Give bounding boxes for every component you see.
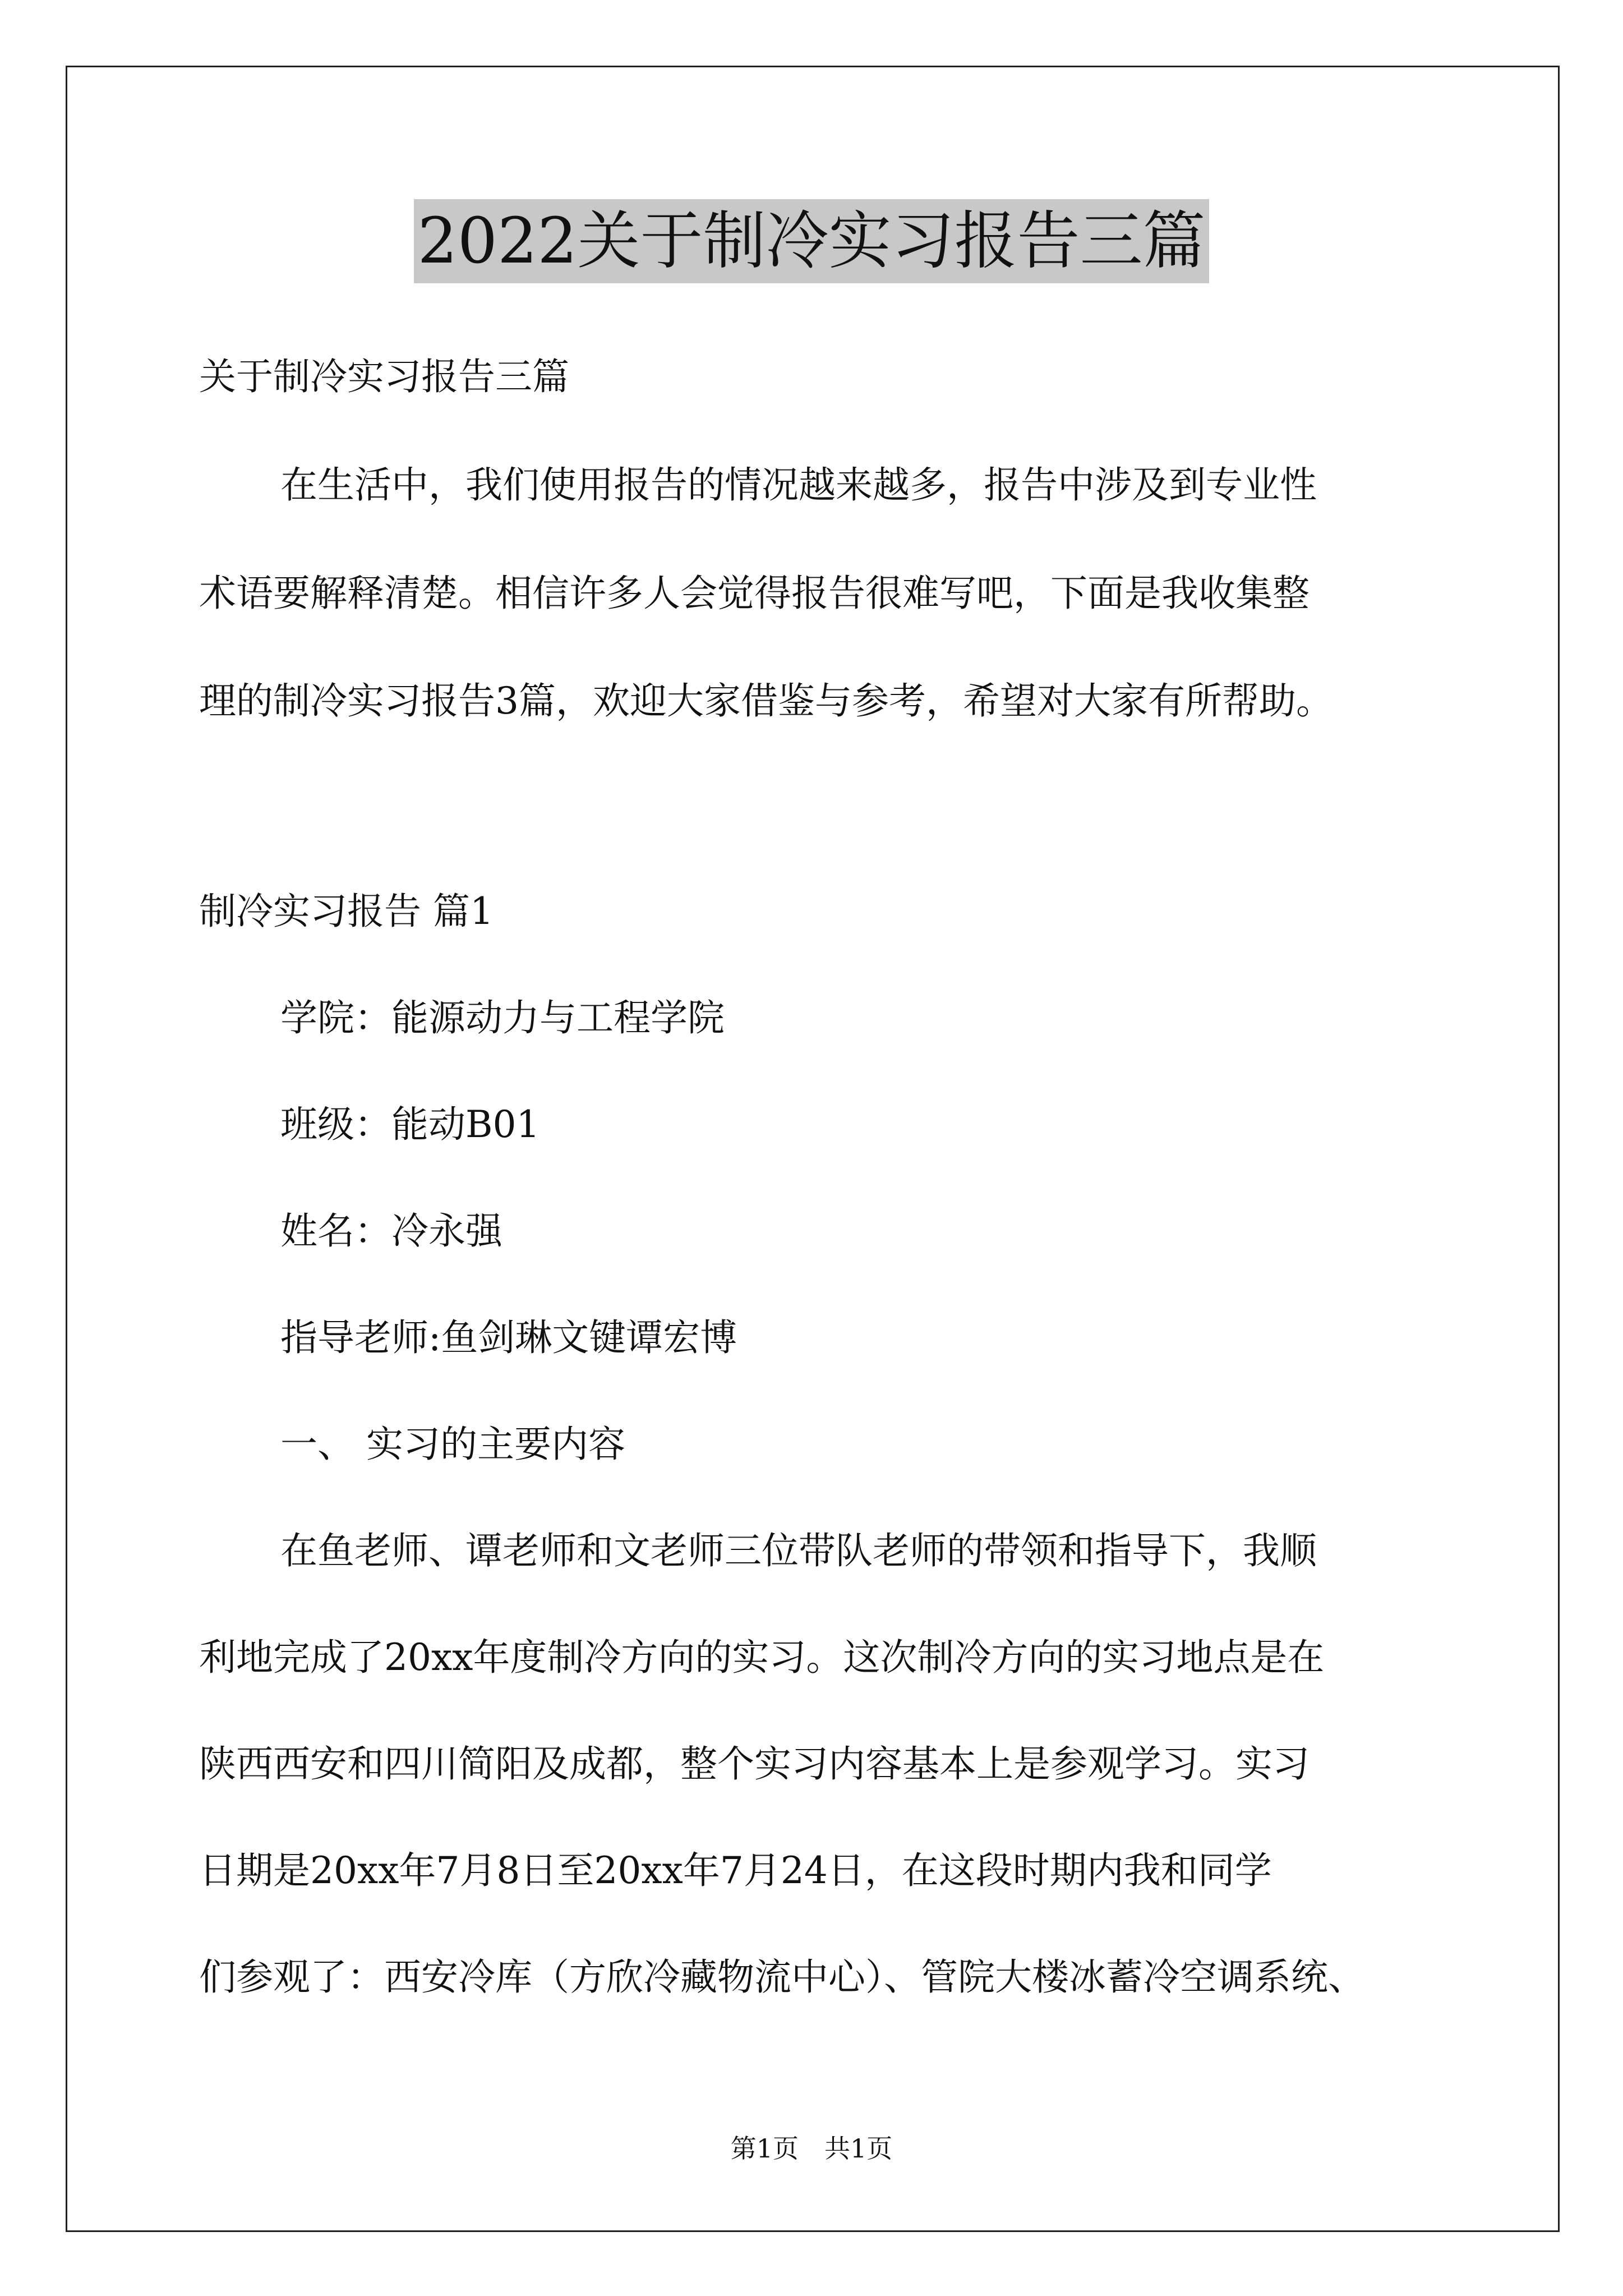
subtitle-line: 关于制冷实习报告三篇: [199, 355, 569, 398]
section-heading: 制冷实习报告 篇1: [199, 890, 494, 933]
info-line-advisor: 指导老师:鱼剑琳文键谭宏博: [280, 1316, 737, 1359]
page-footer: 第1页 共1页: [730, 2133, 893, 2164]
paragraph-line: 术语要解释清楚。相信许多人会觉得报告很难写吧，下面是我收集整: [199, 572, 1310, 615]
title-container: [0, 199, 1623, 283]
info-line-college: 学院：能源动力与工程学院: [280, 996, 725, 1039]
paragraph-line: 在鱼老师、谭老师和文老师三位带队老师的带领和指导下，我顺: [280, 1529, 1317, 1572]
section-subheading: 一、 实习的主要内容: [280, 1423, 625, 1466]
paragraph-line: 们参观了：西安冷库（方欣冷藏物流中心）、管院大楼冰蓄冷空调系统、: [199, 1955, 1365, 1999]
info-line-class: 班级：能动B01: [280, 1103, 540, 1146]
paragraph-line: 在生活中，我们使用报告的情况越来越多，报告中涉及到专业性: [280, 463, 1317, 507]
info-line-name: 姓名：冷永强: [280, 1209, 502, 1253]
paragraph-line: 理的制冷实习报告3篇，欢迎大家借鉴与参考，希望对大家有所帮助。: [199, 679, 1333, 723]
document-title: 2022关于制冷实习报告三篇: [414, 199, 1209, 283]
paragraph-line: 陕西西安和四川简阳及成都，整个实习内容基本上是参观学习。实习: [199, 1742, 1310, 1786]
paragraph-line: 日期是20xx年7月8日至20xx年7月24日，在这段时期内我和同学: [199, 1849, 1272, 1892]
paragraph-line: 利地完成了20xx年度制冷方向的实习。这次制冷方向的实习地点是在: [199, 1636, 1325, 1679]
